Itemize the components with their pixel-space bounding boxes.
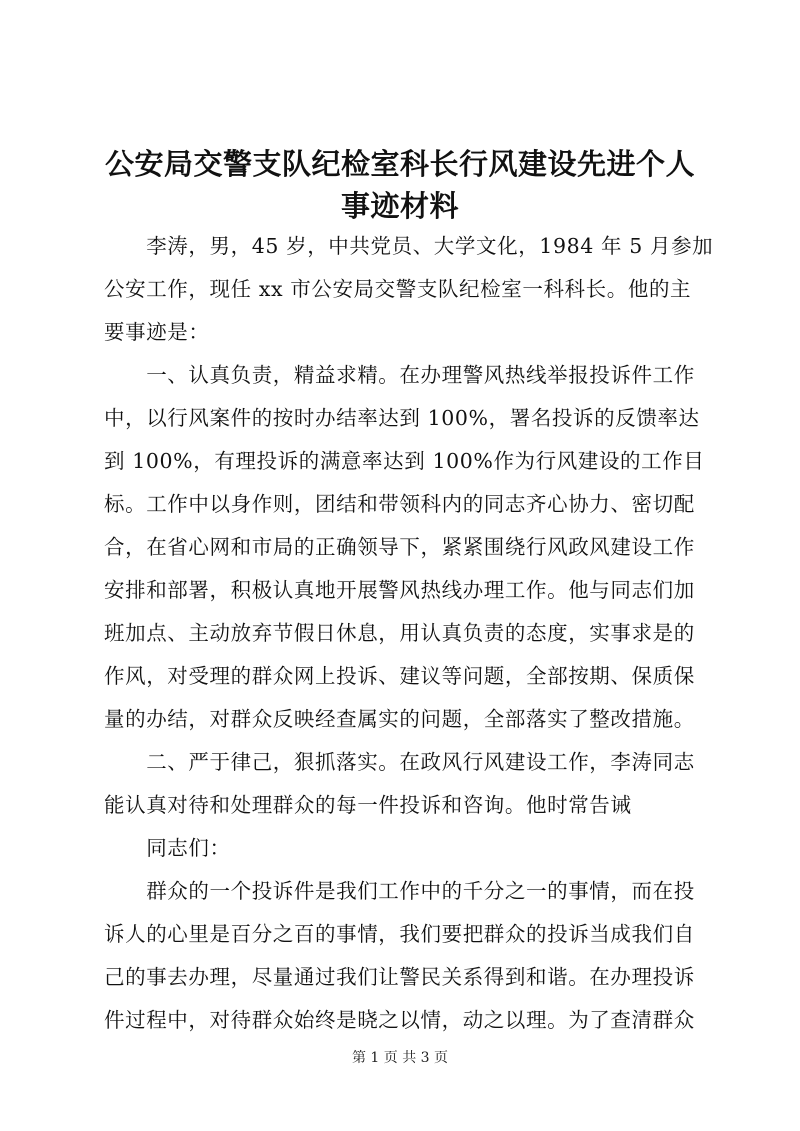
body-line: 群众的一个投诉件是我们工作中的千分之一的事情，而在投: [104, 879, 695, 903]
body-line: 同志们：: [104, 836, 231, 860]
document-title-line-1: 公安局交警支队纪检室科长行风建设先进个人: [104, 147, 695, 181]
body-line: 合，在省心网和市局的正确领导下，紧紧围绕行风政风建设工作: [104, 535, 695, 559]
body-line: 班加点、主动放弃节假日休息，用认真负责的态度，实事求是的: [104, 621, 695, 645]
body-line: 作风，对受理的群众网上投诉、建议等问题，全部按期、保质保: [104, 664, 695, 688]
page-footer: 第 1 页 共 3 页: [351, 1050, 449, 1066]
body-line: 要事迹是：: [104, 320, 210, 344]
body-line: 标。工作中以身作则，团结和带领科内的同志齐心协力、密切配: [104, 492, 695, 516]
body-line: 件过程中，对待群众始终是晓之以情，动之以理。为了查清群众: [104, 1008, 695, 1032]
body-line: 二、严于律己，狠抓落实。在政风行风建设工作，李涛同志: [104, 750, 695, 774]
body-line: 诉人的心里是百分之百的事情，我们要把群众的投诉当成我们自: [104, 922, 695, 946]
body-line: 中，以行风案件的按时办结率达到 100%，署名投诉的反馈率达: [104, 406, 700, 430]
body-line: 一、认真负责，精益求精。在办理警风热线举报投诉件工作: [104, 363, 695, 387]
body-line: 公安工作，现任 xx 市公安局交警支队纪检室一科科长。他的主: [104, 277, 692, 301]
document-title-line-2: 事迹材料: [340, 189, 459, 223]
body-line: 己的事去办理，尽量通过我们让警民关系得到和谐。在办理投诉: [104, 965, 695, 989]
body-line: 量的办结，对群众反映经查属实的问题，全部落实了整改措施。: [104, 707, 695, 731]
body-line: 安排和部署，积极认真地开展警风热线办理工作。他与同志们加: [104, 578, 695, 602]
body-line: 能认真对待和处理群众的每一件投诉和咨询。他时常告诫: [104, 793, 632, 817]
body-line: 到 100%，有理投诉的满意率达到 100%作为行风建设的工作目: [104, 449, 705, 473]
body-line: 李涛，男，45 岁，中共党员、大学文化，1984 年 5 月参加: [104, 234, 714, 258]
